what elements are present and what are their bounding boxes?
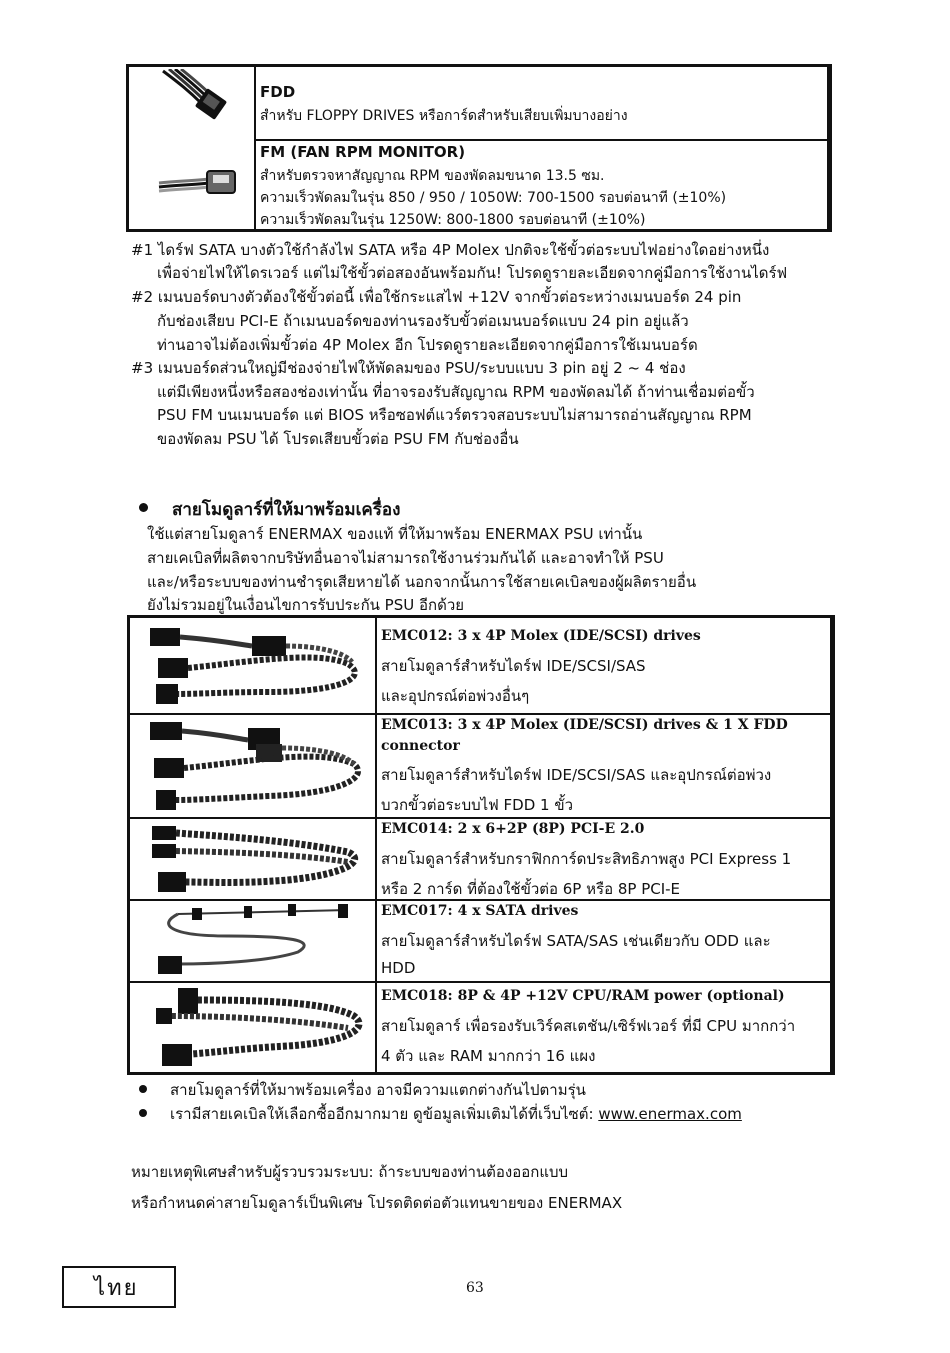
bullet-icon bbox=[139, 1085, 147, 1093]
cable-title: EMC013: 3 x 4P Molex (IDE/SCSI) drives & 1 X FDD bbox=[381, 717, 788, 733]
note-line: ท่านอาจไม่ต้องเพิ่มขั้วต่อ 4P Molex อีก โปรดดูรายละเอียดจากคู่มือการใช้เมนบอร์ด bbox=[157, 336, 698, 354]
fan-monitor-connector-icon bbox=[157, 157, 243, 207]
special-note-line: หรือกำหนดค่าสายโมดูลาร์เป็นพิเศษ โปรดติดต่อตัวแทนขายของ ENERMAX bbox=[131, 1194, 623, 1212]
bullet-icon bbox=[139, 1109, 147, 1117]
cable-table bbox=[127, 615, 835, 1075]
emc017-cable-icon bbox=[148, 904, 368, 978]
cable-title: EMC018: 8P & 4P +12V CPU/RAM power (optional) bbox=[381, 988, 785, 1004]
section-paragraph-line: และ/หรือระบบของท่านชำรุดเสียหายได้ นอกจากนั้นการใช้สายเคเบิลของผู้ผลิตรายอื่น bbox=[147, 573, 697, 591]
note-line: PSU FM บนเมนบอร์ด แต่ BIOS หรือซอฟต์แวร์ตรวจสอบระบบไม่สามารถอ่านสัญญาณ RPM bbox=[157, 406, 752, 424]
cable-title: EMC014: 2 x 6+2P (8P) PCI-E 2.0 bbox=[381, 821, 645, 837]
connector-table bbox=[126, 64, 832, 232]
table-row-divider bbox=[130, 817, 830, 819]
connector-title-fdd: FDD bbox=[260, 83, 296, 101]
fdd-connector-icon bbox=[159, 69, 239, 135]
cable-title-continued: connector bbox=[381, 738, 460, 754]
cable-line: สายโมดูลาร์สำหรับไดร์ฟ SATA/SAS เช่นเดียวกับ ODD และ bbox=[381, 932, 771, 950]
bullet-icon bbox=[139, 503, 148, 512]
cable-line: สายโมดูลาร์ เพื่อรองรับเวิร์คสเตชัน/เซิร์ฟเวอร์ ที่มี CPU มากกว่า bbox=[381, 1017, 796, 1035]
website-link[interactable]: www.enermax.com bbox=[598, 1105, 742, 1123]
note-line: #3 เมนบอร์ดส่วนใหญ่มีช่องจ่ายไฟให้พัดลมของ PSU/ระบบแบบ 3 pin อยู่ 2 ~ 4 ช่อง bbox=[131, 359, 686, 377]
cable-title: EMC012: 3 x 4P Molex (IDE/SCSI) drives bbox=[381, 628, 701, 644]
connector-line: สำหรับตรวจหาสัญญาณ RPM ของพัดลมขนาด 13.5 ซม. bbox=[260, 168, 605, 184]
cable-line: และอุปกรณ์ต่อพ่วงอื่นๆ bbox=[381, 687, 530, 705]
bullet-text-website bbox=[170, 1102, 742, 1126]
note-line: ของพัดลม PSU ได้ โปรดเสียบขั้วต่อ PSU FM กับช่องอื่น bbox=[157, 430, 519, 448]
emc018-cable-icon bbox=[148, 986, 368, 1072]
emc014-cable-icon bbox=[148, 822, 368, 896]
language-label: ไทย bbox=[62, 1266, 176, 1308]
table-row-divider bbox=[130, 713, 830, 715]
emc013-cable-icon bbox=[148, 718, 368, 814]
note-line: #2 เมนบอร์ดบางตัวต้องใช้ขั้วต่อนี้ เพื่อใช้กระแสไฟ +12V จากขั้วต่อระหว่างเมนบอร์ด 24 pin bbox=[131, 288, 742, 306]
page-number: 63 bbox=[466, 1280, 484, 1296]
cable-line: หรือ 2 การ์ด ที่ต้องใช้ขั้วต่อ 6P หรือ 8P PCI-E bbox=[381, 880, 681, 898]
section-title: สายโมดูลาร์ที่ให้มาพร้อมเครื่อง bbox=[172, 500, 401, 520]
bullet-text: สายโมดูลาร์ที่ให้มาพร้อมเครื่อง อาจมีความแตกต่างกันไปตามรุ่น bbox=[170, 1081, 586, 1099]
note-line: กับช่องเสียบ PCI-E ถ้าเมนบอร์ดของท่านรองรับขั้วต่อเมนบอร์ดแบบ 24 pin อยู่แล้ว bbox=[157, 312, 689, 330]
section-paragraph-line: ยังไม่รวมอยู่ในเงื่อนไขการรับประกัน PSU อีกด้วย bbox=[147, 596, 465, 614]
cable-line: สายโมดูลาร์สำหรับไดร์ฟ IDE/SCSI/SAS bbox=[381, 657, 646, 675]
emc012-cable-icon bbox=[148, 622, 368, 708]
note-line: แต่มีเพียงหนึ่งหรือสองช่องเท่านั้น ที่อาจรองรับสัญญาณ RPM ของพัดลมได้ ถ้าท่านเชื่อมต่อขั้ว bbox=[157, 383, 755, 401]
table-row-divider bbox=[254, 139, 827, 141]
section-paragraph-line: ใช้แต่สายโมดูลาร์ ENERMAX ของแท้ ที่ให้มาพร้อม ENERMAX PSU เท่านั้น bbox=[147, 525, 643, 543]
table-row-divider bbox=[130, 981, 830, 983]
cable-line: สายโมดูลาร์สำหรับไดร์ฟ IDE/SCSI/SAS และอุปกรณ์ต่อพ่วง bbox=[381, 766, 772, 784]
connector-line: ความเร็วพัดลมในรุ่น 1250W: 800-1800 รอบต่อนาที (±10%) bbox=[260, 212, 646, 228]
cable-title: EMC017: 4 x SATA drives bbox=[381, 903, 579, 919]
note-line: เพื่อจ่ายไฟให้ไดรเวอร์ แต่ไม่ใช้ขั้วต่อสองอันพร้อมกัน! โปรดดูรายละเอียดจากคู่มือการใช้งานไดร์ฟ bbox=[157, 264, 788, 282]
cable-line: 4 ตัว และ RAM มากกว่า 16 แผง bbox=[381, 1047, 596, 1065]
cable-line: บวกขั้วต่อระบบไฟ FDD 1 ขั้ว bbox=[381, 796, 574, 814]
section-paragraph-line: สายเคเบิลที่ผลิตจากบริษัทอื่นอาจไม่สามารถใช้งานร่วมกันได้ และอาจทำให้ PSU bbox=[147, 549, 664, 567]
connector-line: ความเร็วพัดลมในรุ่น 850 / 950 / 1050W: 700-1500 รอบต่อนาที (±10%) bbox=[260, 190, 727, 206]
table-column-divider bbox=[375, 618, 377, 1072]
note-line: #1 ไดร์ฟ SATA บางตัวใช้กำลังไฟ SATA หรือ 4P Molex ปกติจะใช้ขั้วต่อระบบไฟอย่างใดอย่างหนึ่ง bbox=[131, 241, 770, 259]
bullet-text: เรามีสายเคเบิลให้เลือกซื้ออีกมากมาย ดูข้อมูลเพิ่มเติมได้ที่เว็บไซต์: bbox=[170, 1105, 599, 1123]
connector-title-fm: FM (FAN RPM MONITOR) bbox=[260, 143, 466, 161]
connector-line: สำหรับ FLOPPY DRIVES หรือการ์ดสำหรับเสียบเพิ่มบางอย่าง bbox=[260, 108, 628, 124]
table-column-divider bbox=[254, 67, 256, 229]
cable-line: สายโมดูลาร์สำหรับกราฟิกการ์ดประสิทธิภาพสูง PCI Express 1 bbox=[381, 850, 792, 868]
special-note-line: หมายเหตุพิเศษสำหรับผู้รวบรวมระบบ: ถ้าระบบของท่านต้องออกแบบ bbox=[131, 1163, 569, 1181]
cable-line: HDD bbox=[381, 959, 416, 977]
